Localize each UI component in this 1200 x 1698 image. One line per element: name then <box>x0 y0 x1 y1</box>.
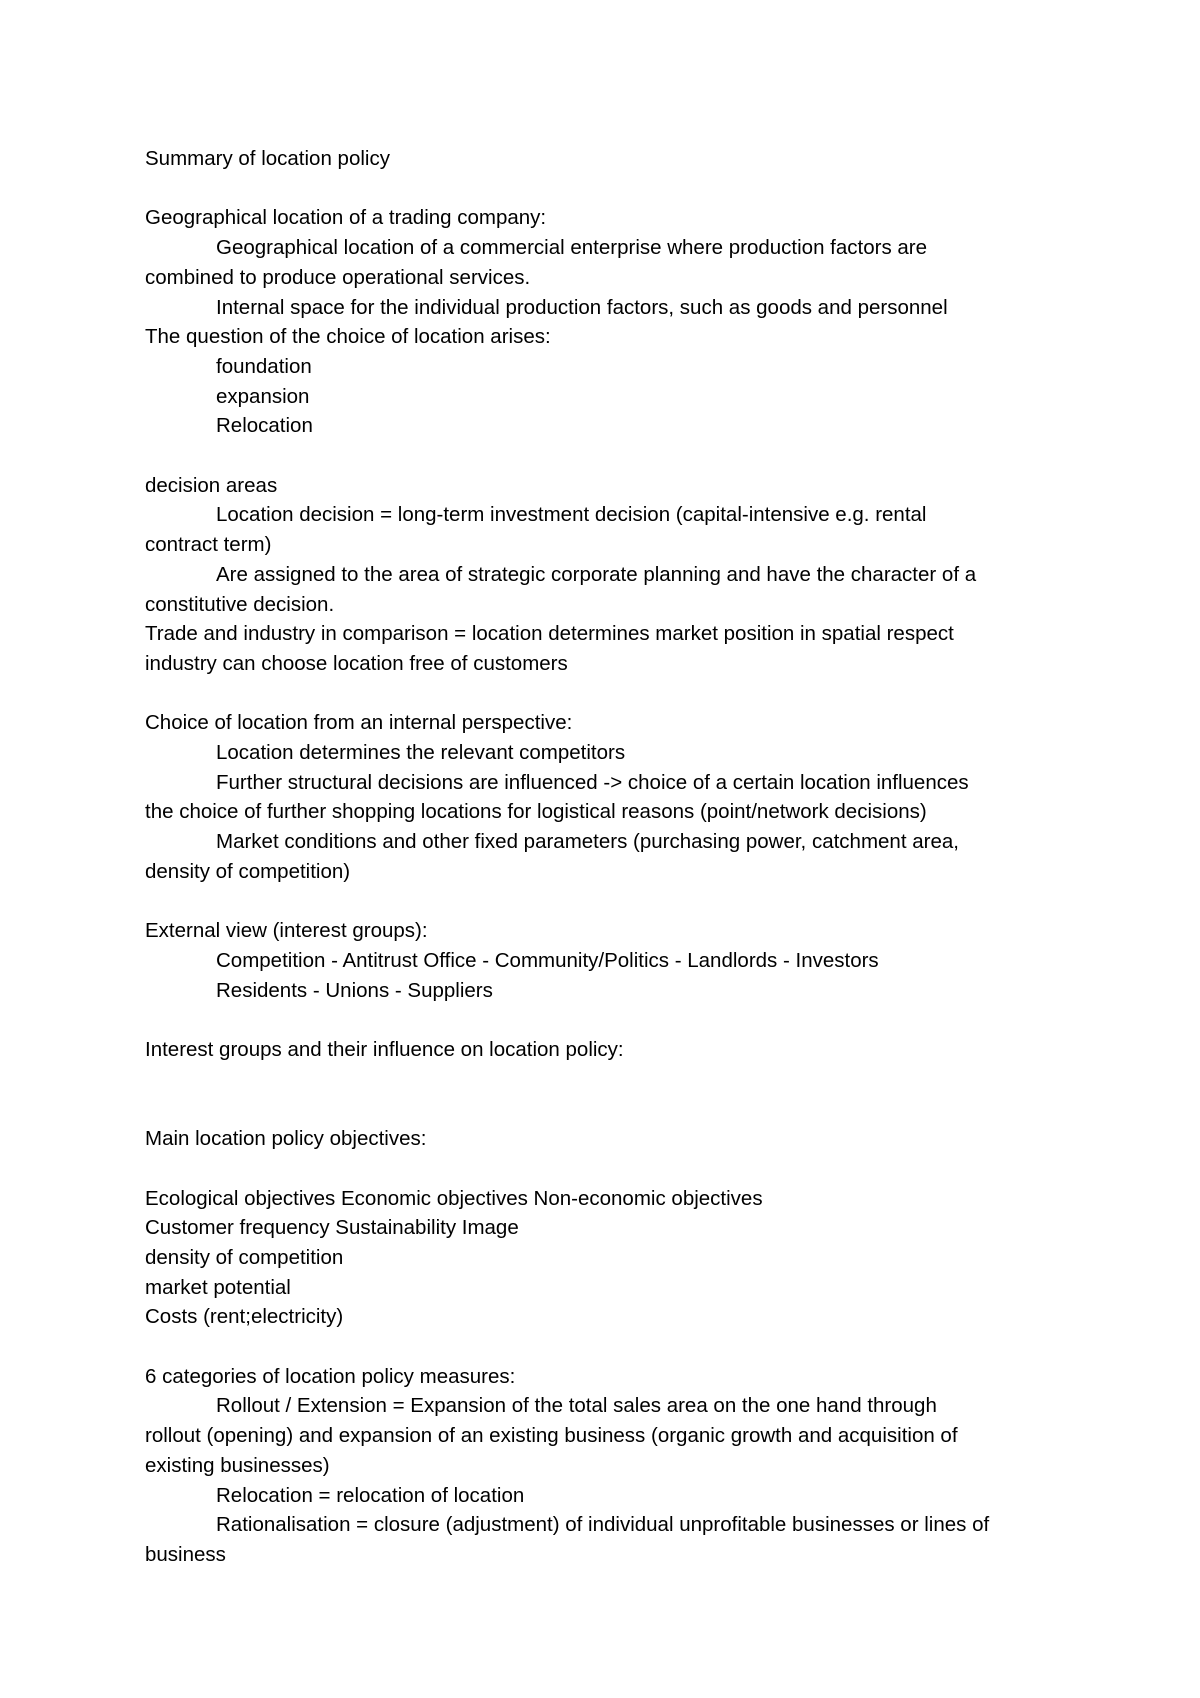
list-item: Relocation <box>216 414 313 438</box>
section-heading-decision-areas: decision areas <box>145 473 278 497</box>
list-item: foundation <box>216 354 312 378</box>
paragraph-line: Geographical location of a commercial enterprise where production factors are <box>216 236 928 260</box>
paragraph-line: Trade and industry in comparison = location determines market position in spatial respect <box>145 622 954 646</box>
spacer <box>145 1154 1075 1184</box>
paragraph-line: Rationalisation = closure (adjustment) of individual unprofitable businesses or lines of <box>216 1513 990 1537</box>
paragraph-line: combined to produce operational services. <box>145 265 531 289</box>
paragraph-line: industry can choose location free of customers <box>145 651 568 675</box>
section-heading-geographical-location: Geographical location of a trading company: <box>145 206 547 230</box>
section-heading-internal-perspective: Choice of location from an internal perspective: <box>145 711 573 735</box>
paragraph-line: The question of the choice of location arises: <box>145 325 551 349</box>
paragraph-line: Competition - Antitrust Office - Community/Politics - Landlords - Investors <box>216 948 879 972</box>
spacer <box>145 679 1075 709</box>
section-heading-external-view: External view (interest groups): <box>145 919 428 943</box>
paragraph-line: Location decision = long-term investment decision (capital-intensive e.g. rental <box>216 503 927 527</box>
paragraph-line: Costs (rent;electricity) <box>145 1305 344 1329</box>
paragraph-line: density of competition <box>145 1245 344 1269</box>
paragraph-line: density of competition) <box>145 859 351 883</box>
spacer <box>145 887 1075 917</box>
spacer <box>145 441 1075 471</box>
section-heading-interest-groups: Interest groups and their influence on location policy: <box>145 1038 624 1062</box>
document-title: Summary of location policy <box>145 147 390 170</box>
paragraph-line: market potential <box>145 1275 291 1299</box>
paragraph-line: Customer frequency Sustainability Image <box>145 1216 519 1240</box>
section-heading-measures: 6 categories of location policy measures: <box>145 1364 516 1388</box>
paragraph-line: Location determines the relevant competitors <box>216 741 626 765</box>
paragraph-line: the choice of further shopping locations for logistical reasons (point/network decisions) <box>145 800 927 824</box>
paragraph-line: existing businesses) <box>145 1453 330 1477</box>
paragraph-line: constitutive decision. <box>145 592 335 616</box>
paragraph-line: Are assigned to the area of strategic corporate planning and have the character of a <box>216 562 977 586</box>
paragraph-line: Internal space for the individual production factors, such as goods and personnel <box>216 295 948 319</box>
document-page <box>145 144 1075 1570</box>
spacer <box>145 174 1075 204</box>
paragraph-line: Ecological objectives Economic objectives Non-economic objectives <box>145 1186 763 1210</box>
paragraph-line: business <box>145 1542 226 1566</box>
paragraph-line: Residents - Unions - Suppliers <box>216 978 493 1002</box>
paragraph-line: Further structural decisions are influenced -> choice of a certain location influences <box>216 770 969 794</box>
paragraph-line: Rollout / Extension = Expansion of the total sales area on the one hand through <box>216 1394 937 1418</box>
spacer <box>145 1065 1075 1124</box>
spacer <box>145 1332 1075 1362</box>
paragraph-line: Relocation = relocation of location <box>216 1483 525 1507</box>
paragraph-line: Market conditions and other fixed parameters (purchasing power, catchment area, <box>216 830 959 854</box>
spacer <box>145 1005 1075 1035</box>
paragraph-line: contract term) <box>145 533 272 557</box>
list-item: expansion <box>216 384 310 408</box>
section-heading-objectives: Main location policy objectives: <box>145 1127 427 1151</box>
paragraph-line: rollout (opening) and expansion of an existing business (organic growth and acquisition of <box>145 1424 958 1448</box>
